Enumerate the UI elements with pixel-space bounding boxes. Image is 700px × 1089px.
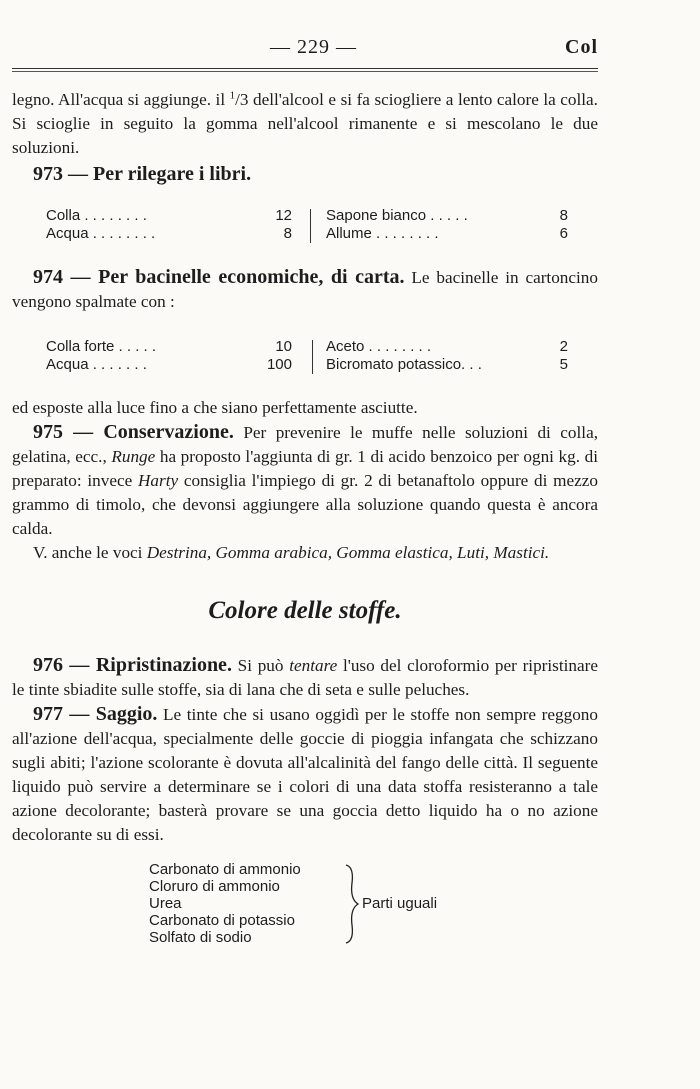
mix-item: Cloruro di ammonio <box>149 878 280 895</box>
header-rule <box>12 68 598 69</box>
entry-975: 975 — Conservazione. Per prevenire le muffe nelle soluzioni di colla, gelatina, ecc., Runge ha proposto l'aggiunta di gr. 1 di acido benzoico per ogni kg. di preparato: invece Harty consiglia l'impiego di gr. 2 di betanaftolo oppure di mezzo grammo di timolo, che devonsi aggiungere alla soluzione quando questa è ancora calda. <box>12 421 598 538</box>
recipe-row: Colla . . . . . . . . 12 <box>46 207 292 224</box>
mix-item: Urea <box>149 895 182 912</box>
mix-item: Solfato di sodio <box>149 929 252 946</box>
running-head: Col <box>565 36 598 58</box>
column-divider <box>310 209 311 243</box>
column-divider <box>312 340 313 374</box>
recipe-row: Aceto . . . . . . . . 2 <box>326 338 568 355</box>
brace-icon <box>342 861 362 947</box>
mix-item: Carbonato di potassio <box>149 912 295 929</box>
section-title: Colore delle stoffe. <box>208 597 402 624</box>
page-body <box>12 88 598 953</box>
recipe-974 <box>12 338 598 374</box>
recipe-974-left <box>46 338 292 374</box>
entry-974: 974 — Per bacinelle economiche, di carta. Le bacinelle in cartoncino vengono spalmate con : <box>12 266 598 311</box>
mix-ingredients <box>149 861 301 946</box>
mix-item: Carbonato di ammonio <box>149 861 301 878</box>
mix-result: Parti uguali <box>362 895 438 912</box>
recipe-row: Acqua . . . . . . . 100 <box>46 356 292 373</box>
recipe-row: Sapone bianco . . . . . 8 <box>326 207 568 224</box>
page-number: — 229 — <box>270 36 357 58</box>
page-header <box>12 36 598 66</box>
paragraph-intro: legno. All'acqua si aggiunge. il $^1$/3 dell'alcool e si fa sciogliere a lento calore la colla. Si scioglie in seguito la gomma nell'alcool rimanente e si mescolano le due soluzioni. <box>12 89 598 157</box>
recipe-row: Allume . . . . . . . . 6 <box>326 225 568 242</box>
recipe-row: Acqua . . . . . . . . 8 <box>46 225 292 242</box>
recipe-row: Bicromato potassico. . . 5 <box>326 356 568 373</box>
recipe-974-right <box>326 338 568 374</box>
header-rule-secondary <box>12 71 598 72</box>
paragraph-974-continued: ed esposte alla luce fino a che siano perfettamente asciutte. <box>12 398 418 417</box>
recipe-973-right <box>326 207 568 243</box>
entry-977: 977 — Saggio. Le tinte che si usano oggidì per le stoffe non sempre reggono all'azione dell'acqua, specialmente delle goccie di pioggia infangata che schizzano sugli abiti; l'azione scolorante è dovuta all'alcalinità del fango delle città. Il seguente liquido può servire a determinare se i colori di una data stoffa resisteranno a tale azione decolorante; basterà provare se una goccia detto liquido ha o no azione decolorante su di essi. <box>12 703 598 844</box>
mix-recipe <box>12 861 598 953</box>
see-also: V. anche le voci Destrina, Gomma arabica, Gomma elastica, Luti, Mastici. <box>33 543 550 562</box>
recipe-973 <box>12 207 598 243</box>
recipe-row: Colla forte . . . . . 10 <box>46 338 292 355</box>
entry-976: 976 — Ripristinazione. Si può tentare l'uso del cloroformio per ripristinare le tinte sbiadite sulle stoffe, sia di lana che di seta e sulle peluches. <box>12 654 598 699</box>
recipe-973-left <box>46 207 292 243</box>
entry-973-heading: 973 — Per rilegare i libri. <box>33 163 252 185</box>
